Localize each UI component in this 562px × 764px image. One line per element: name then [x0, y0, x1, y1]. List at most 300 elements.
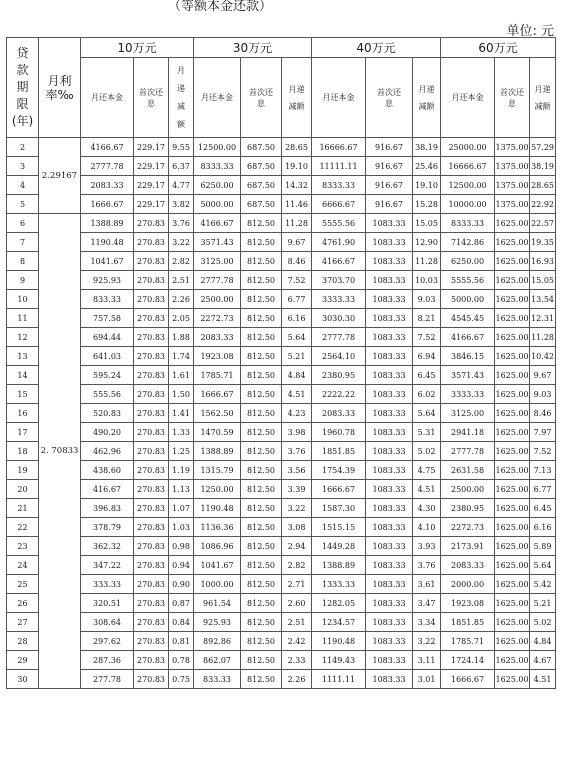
- value-cell: 3.08: [282, 518, 312, 537]
- value-cell: 812.50: [241, 556, 282, 575]
- term-cell: 3: [7, 157, 39, 176]
- value-cell: 6.77: [282, 290, 312, 309]
- value-cell: 687.50: [241, 195, 282, 214]
- value-cell: 1388.89: [194, 442, 241, 461]
- value-cell: 1625.00: [495, 594, 530, 613]
- value-cell: 12500.00: [441, 176, 495, 195]
- value-cell: 1625.00: [495, 328, 530, 347]
- value-cell: 1625.00: [495, 366, 530, 385]
- header-rate: 月利 率‰: [39, 38, 81, 138]
- term-cell: 12: [7, 328, 39, 347]
- value-cell: 1923.08: [441, 594, 495, 613]
- value-cell: 1234.57: [312, 613, 366, 632]
- value-cell: 229.17: [134, 195, 169, 214]
- value-cell: 1388.89: [312, 556, 366, 575]
- term-cell: 18: [7, 442, 39, 461]
- value-cell: 812.50: [241, 651, 282, 670]
- value-cell: 833.33: [81, 290, 134, 309]
- sub-header-decrease: 月递 减额: [530, 58, 556, 138]
- table-row: [7, 347, 556, 366]
- value-cell: 7.52: [413, 328, 441, 347]
- term-cell: 17: [7, 423, 39, 442]
- value-cell: 320.51: [81, 594, 134, 613]
- value-cell: 1083.33: [366, 670, 413, 689]
- value-cell: 3571.43: [441, 366, 495, 385]
- table-row: [7, 423, 556, 442]
- value-cell: 1625.00: [495, 556, 530, 575]
- value-cell: 757.58: [81, 309, 134, 328]
- value-cell: 6.16: [530, 518, 556, 537]
- table-row: [7, 271, 556, 290]
- value-cell: 4.77: [169, 176, 194, 195]
- value-cell: 6.37: [169, 157, 194, 176]
- value-cell: 287.36: [81, 651, 134, 670]
- value-cell: 4166.67: [194, 214, 241, 233]
- value-cell: 1625.00: [495, 233, 530, 252]
- value-cell: 19.35: [530, 233, 556, 252]
- term-cell: 7: [7, 233, 39, 252]
- value-cell: 16666.67: [441, 157, 495, 176]
- value-cell: 1041.67: [194, 556, 241, 575]
- value-cell: 1625.00: [495, 499, 530, 518]
- table-row: [7, 461, 556, 480]
- value-cell: 812.50: [241, 214, 282, 233]
- value-cell: 270.83: [134, 309, 169, 328]
- value-cell: 416.67: [81, 480, 134, 499]
- value-cell: 19.10: [282, 157, 312, 176]
- value-cell: 25000.00: [441, 138, 495, 157]
- value-cell: 14.32: [282, 176, 312, 195]
- table-row: [7, 328, 556, 347]
- value-cell: 916.67: [366, 176, 413, 195]
- value-cell: 812.50: [241, 404, 282, 423]
- value-cell: 812.50: [241, 347, 282, 366]
- value-cell: 6.02: [413, 385, 441, 404]
- value-cell: 270.83: [134, 404, 169, 423]
- value-cell: 11.28: [413, 252, 441, 271]
- value-cell: 13.54: [530, 290, 556, 309]
- value-cell: 5.21: [530, 594, 556, 613]
- value-cell: 347.22: [81, 556, 134, 575]
- value-cell: 3.01: [413, 670, 441, 689]
- value-cell: 1083.33: [366, 347, 413, 366]
- value-cell: 892.86: [194, 632, 241, 651]
- term-cell: 25: [7, 575, 39, 594]
- value-cell: 5.02: [413, 442, 441, 461]
- value-cell: 270.83: [134, 556, 169, 575]
- value-cell: 2.82: [282, 556, 312, 575]
- value-cell: 28.65: [282, 138, 312, 157]
- value-cell: 3.82: [169, 195, 194, 214]
- value-cell: 270.83: [134, 233, 169, 252]
- rate-cell: 2. 70833: [39, 214, 81, 689]
- sub-header-principal: 月还本金: [194, 58, 241, 138]
- value-cell: 5.64: [530, 556, 556, 575]
- value-cell: 3.39: [282, 480, 312, 499]
- value-cell: 1666.67: [81, 195, 134, 214]
- value-cell: 2272.73: [441, 518, 495, 537]
- value-cell: 277.78: [81, 670, 134, 689]
- value-cell: 1625.00: [495, 442, 530, 461]
- value-cell: 1083.33: [366, 461, 413, 480]
- value-cell: 812.50: [241, 461, 282, 480]
- value-cell: 1315.79: [194, 461, 241, 480]
- value-cell: 1923.08: [194, 347, 241, 366]
- table-row: [7, 233, 556, 252]
- table-row: [7, 556, 556, 575]
- value-cell: 2.51: [282, 613, 312, 632]
- sub-header-principal: 月还本金: [441, 58, 495, 138]
- value-cell: 1625.00: [495, 651, 530, 670]
- value-cell: 378.79: [81, 518, 134, 537]
- value-cell: 1625.00: [495, 271, 530, 290]
- value-cell: 595.24: [81, 366, 134, 385]
- value-cell: 2564.10: [312, 347, 366, 366]
- value-cell: 1086.96: [194, 537, 241, 556]
- value-cell: 25.46: [413, 157, 441, 176]
- value-cell: 1083.33: [366, 328, 413, 347]
- value-cell: 1083.33: [366, 214, 413, 233]
- value-cell: 5.64: [413, 404, 441, 423]
- value-cell: 9.03: [413, 290, 441, 309]
- value-cell: 925.93: [194, 613, 241, 632]
- table-row: [7, 518, 556, 537]
- term-cell: 14: [7, 366, 39, 385]
- value-cell: 9.67: [530, 366, 556, 385]
- table-row: [7, 138, 556, 157]
- value-cell: 520.83: [81, 404, 134, 423]
- value-cell: 1625.00: [495, 480, 530, 499]
- table-row: [7, 613, 556, 632]
- value-cell: 38.19: [413, 138, 441, 157]
- value-cell: 8.46: [282, 252, 312, 271]
- value-cell: 1.25: [169, 442, 194, 461]
- value-cell: 2.42: [282, 632, 312, 651]
- value-cell: 1190.48: [194, 499, 241, 518]
- table-row: [7, 480, 556, 499]
- value-cell: 19.10: [413, 176, 441, 195]
- value-cell: 687.50: [241, 138, 282, 157]
- value-cell: 0.81: [169, 632, 194, 651]
- value-cell: 1.50: [169, 385, 194, 404]
- value-cell: 1000.00: [194, 575, 241, 594]
- value-cell: 3.22: [282, 499, 312, 518]
- value-cell: 15.05: [413, 214, 441, 233]
- value-cell: 4.51: [413, 480, 441, 499]
- table-row: [7, 442, 556, 461]
- table-caption: （等额本金还款）: [168, 0, 273, 14]
- table-row: [7, 575, 556, 594]
- value-cell: 3125.00: [194, 252, 241, 271]
- value-cell: 22.92: [530, 195, 556, 214]
- value-cell: 4.51: [282, 385, 312, 404]
- term-cell: 2: [7, 138, 39, 157]
- group-header-10w: 10万元: [81, 38, 194, 58]
- value-cell: 2.26: [282, 670, 312, 689]
- value-cell: 1149.43: [312, 651, 366, 670]
- term-cell: 22: [7, 518, 39, 537]
- value-cell: 0.94: [169, 556, 194, 575]
- value-cell: 3.47: [413, 594, 441, 613]
- value-cell: 270.83: [134, 366, 169, 385]
- table-row: [7, 214, 556, 233]
- value-cell: 3703.70: [312, 271, 366, 290]
- value-cell: 812.50: [241, 309, 282, 328]
- sub-header-principal: 月还本金: [312, 58, 366, 138]
- value-cell: 8333.33: [312, 176, 366, 195]
- value-cell: 0.78: [169, 651, 194, 670]
- value-cell: 833.33: [194, 670, 241, 689]
- value-cell: 270.83: [134, 575, 169, 594]
- value-cell: 1562.50: [194, 404, 241, 423]
- value-cell: 555.56: [81, 385, 134, 404]
- value-cell: 1083.33: [366, 233, 413, 252]
- value-cell: 1083.33: [366, 499, 413, 518]
- value-cell: 1041.67: [81, 252, 134, 271]
- value-cell: 1083.33: [366, 252, 413, 271]
- value-cell: 2941.18: [441, 423, 495, 442]
- value-cell: 2.26: [169, 290, 194, 309]
- value-cell: 2500.00: [441, 480, 495, 499]
- table-row: [7, 632, 556, 651]
- value-cell: 812.50: [241, 366, 282, 385]
- table-row: [7, 176, 556, 195]
- value-cell: 270.83: [134, 461, 169, 480]
- value-cell: 3846.15: [441, 347, 495, 366]
- value-cell: 3333.33: [312, 290, 366, 309]
- value-cell: 28.65: [530, 176, 556, 195]
- value-cell: 2.05: [169, 309, 194, 328]
- value-cell: 1136.36: [194, 518, 241, 537]
- value-cell: 3.76: [413, 556, 441, 575]
- sub-header-first-interest: 首次还 息: [241, 58, 282, 138]
- value-cell: 10000.00: [441, 195, 495, 214]
- table-row: [7, 290, 556, 309]
- value-cell: 1625.00: [495, 214, 530, 233]
- value-cell: 1625.00: [495, 290, 530, 309]
- term-cell: 27: [7, 613, 39, 632]
- value-cell: 7.52: [282, 271, 312, 290]
- value-cell: 2631.58: [441, 461, 495, 480]
- value-cell: 812.50: [241, 233, 282, 252]
- value-cell: 812.50: [241, 499, 282, 518]
- value-cell: 1083.33: [366, 366, 413, 385]
- value-cell: 1111.11: [312, 670, 366, 689]
- sub-header-decrease: 月递 减额: [413, 58, 441, 138]
- value-cell: 8333.33: [441, 214, 495, 233]
- value-cell: 362.32: [81, 537, 134, 556]
- value-cell: 1625.00: [495, 461, 530, 480]
- value-cell: 1083.33: [366, 480, 413, 499]
- value-cell: 1083.33: [366, 594, 413, 613]
- value-cell: 1083.33: [366, 290, 413, 309]
- value-cell: 270.83: [134, 670, 169, 689]
- value-cell: 812.50: [241, 385, 282, 404]
- value-cell: 1190.48: [312, 632, 366, 651]
- value-cell: 1515.15: [312, 518, 366, 537]
- value-cell: 0.98: [169, 537, 194, 556]
- value-cell: 1625.00: [495, 670, 530, 689]
- value-cell: 1333.33: [312, 575, 366, 594]
- value-cell: 687.50: [241, 157, 282, 176]
- value-cell: 1.74: [169, 347, 194, 366]
- value-cell: 438.60: [81, 461, 134, 480]
- value-cell: 1625.00: [495, 537, 530, 556]
- value-cell: 270.83: [134, 271, 169, 290]
- value-cell: 57.29: [530, 138, 556, 157]
- value-cell: 270.83: [134, 328, 169, 347]
- value-cell: 2083.33: [441, 556, 495, 575]
- value-cell: 4.67: [530, 651, 556, 670]
- sub-header-principal: 月还本金: [81, 58, 134, 138]
- value-cell: 308.64: [81, 613, 134, 632]
- term-cell: 10: [7, 290, 39, 309]
- value-cell: 10.42: [530, 347, 556, 366]
- value-cell: 3571.43: [194, 233, 241, 252]
- value-cell: 4166.67: [441, 328, 495, 347]
- value-cell: 1083.33: [366, 518, 413, 537]
- value-cell: 4.84: [282, 366, 312, 385]
- value-cell: 8.21: [413, 309, 441, 328]
- group-header-40w: 40万元: [312, 38, 441, 58]
- value-cell: 11.28: [530, 328, 556, 347]
- value-cell: 1625.00: [495, 632, 530, 651]
- value-cell: 4761.90: [312, 233, 366, 252]
- table-row: [7, 309, 556, 328]
- value-cell: 5.02: [530, 613, 556, 632]
- value-cell: 1785.71: [441, 632, 495, 651]
- value-cell: 270.83: [134, 613, 169, 632]
- value-cell: 3.34: [413, 613, 441, 632]
- value-cell: 812.50: [241, 252, 282, 271]
- value-cell: 3.11: [413, 651, 441, 670]
- value-cell: 1083.33: [366, 423, 413, 442]
- value-cell: 4.10: [413, 518, 441, 537]
- value-cell: 3.61: [413, 575, 441, 594]
- value-cell: 1.03: [169, 518, 194, 537]
- value-cell: 1190.48: [81, 233, 134, 252]
- value-cell: 812.50: [241, 632, 282, 651]
- value-cell: 9.67: [282, 233, 312, 252]
- value-cell: 812.50: [241, 537, 282, 556]
- value-cell: 1.33: [169, 423, 194, 442]
- value-cell: 6666.67: [312, 195, 366, 214]
- value-cell: 11.28: [282, 214, 312, 233]
- term-cell: 23: [7, 537, 39, 556]
- value-cell: 270.83: [134, 632, 169, 651]
- value-cell: 2.94: [282, 537, 312, 556]
- value-cell: 1282.05: [312, 594, 366, 613]
- term-cell: 29: [7, 651, 39, 670]
- value-cell: 3333.33: [441, 385, 495, 404]
- value-cell: 7.52: [530, 442, 556, 461]
- value-cell: 4166.67: [81, 138, 134, 157]
- sub-header-first-interest: 首次还 息: [134, 58, 169, 138]
- table-row: [7, 252, 556, 271]
- value-cell: 229.17: [134, 138, 169, 157]
- value-cell: 2777.78: [194, 271, 241, 290]
- term-cell: 4: [7, 176, 39, 195]
- value-cell: 1375.00: [495, 157, 530, 176]
- value-cell: 4.84: [530, 632, 556, 651]
- term-cell: 11: [7, 309, 39, 328]
- value-cell: 1375.00: [495, 176, 530, 195]
- value-cell: 7.13: [530, 461, 556, 480]
- sub-header-first-interest: 首次还 息: [366, 58, 413, 138]
- value-cell: 1851.85: [312, 442, 366, 461]
- value-cell: 812.50: [241, 518, 282, 537]
- value-cell: 916.67: [366, 195, 413, 214]
- value-cell: 4166.67: [312, 252, 366, 271]
- value-cell: 270.83: [134, 423, 169, 442]
- term-cell: 26: [7, 594, 39, 613]
- value-cell: 490.20: [81, 423, 134, 442]
- value-cell: 1666.67: [312, 480, 366, 499]
- table-row: [7, 195, 556, 214]
- value-cell: 12.31: [530, 309, 556, 328]
- value-cell: 1083.33: [366, 556, 413, 575]
- value-cell: 812.50: [241, 271, 282, 290]
- value-cell: 5.31: [413, 423, 441, 442]
- value-cell: 1.13: [169, 480, 194, 499]
- value-cell: 1083.33: [366, 575, 413, 594]
- value-cell: 1724.14: [441, 651, 495, 670]
- value-cell: 15.05: [530, 271, 556, 290]
- table-row: [7, 537, 556, 556]
- value-cell: 2272.73: [194, 309, 241, 328]
- term-cell: 6: [7, 214, 39, 233]
- value-cell: 812.50: [241, 670, 282, 689]
- value-cell: 1375.00: [495, 195, 530, 214]
- value-cell: 1625.00: [495, 385, 530, 404]
- value-cell: 9.03: [530, 385, 556, 404]
- value-cell: 916.67: [366, 138, 413, 157]
- value-cell: 229.17: [134, 157, 169, 176]
- value-cell: 812.50: [241, 575, 282, 594]
- value-cell: 4545.45: [441, 309, 495, 328]
- value-cell: 5555.56: [312, 214, 366, 233]
- value-cell: 4.23: [282, 404, 312, 423]
- value-cell: 5.89: [530, 537, 556, 556]
- term-cell: 15: [7, 385, 39, 404]
- value-cell: 1.07: [169, 499, 194, 518]
- value-cell: 270.83: [134, 347, 169, 366]
- term-cell: 30: [7, 670, 39, 689]
- value-cell: 1083.33: [366, 651, 413, 670]
- table-row: [7, 670, 556, 689]
- value-cell: 1625.00: [495, 613, 530, 632]
- value-cell: 0.75: [169, 670, 194, 689]
- table-row: [7, 366, 556, 385]
- value-cell: 1083.33: [366, 537, 413, 556]
- rate-cell: 2.29167: [39, 138, 81, 214]
- value-cell: 4.75: [413, 461, 441, 480]
- value-cell: 270.83: [134, 594, 169, 613]
- value-cell: 1851.85: [441, 613, 495, 632]
- group-header-60w: 60万元: [441, 38, 556, 58]
- value-cell: 270.83: [134, 290, 169, 309]
- value-cell: 3.76: [169, 214, 194, 233]
- value-cell: 1754.39: [312, 461, 366, 480]
- term-cell: 19: [7, 461, 39, 480]
- value-cell: 1.88: [169, 328, 194, 347]
- value-cell: 270.83: [134, 499, 169, 518]
- term-cell: 9: [7, 271, 39, 290]
- value-cell: 5000.00: [194, 195, 241, 214]
- value-cell: 3.76: [282, 442, 312, 461]
- term-cell: 8: [7, 252, 39, 271]
- value-cell: 1666.67: [194, 385, 241, 404]
